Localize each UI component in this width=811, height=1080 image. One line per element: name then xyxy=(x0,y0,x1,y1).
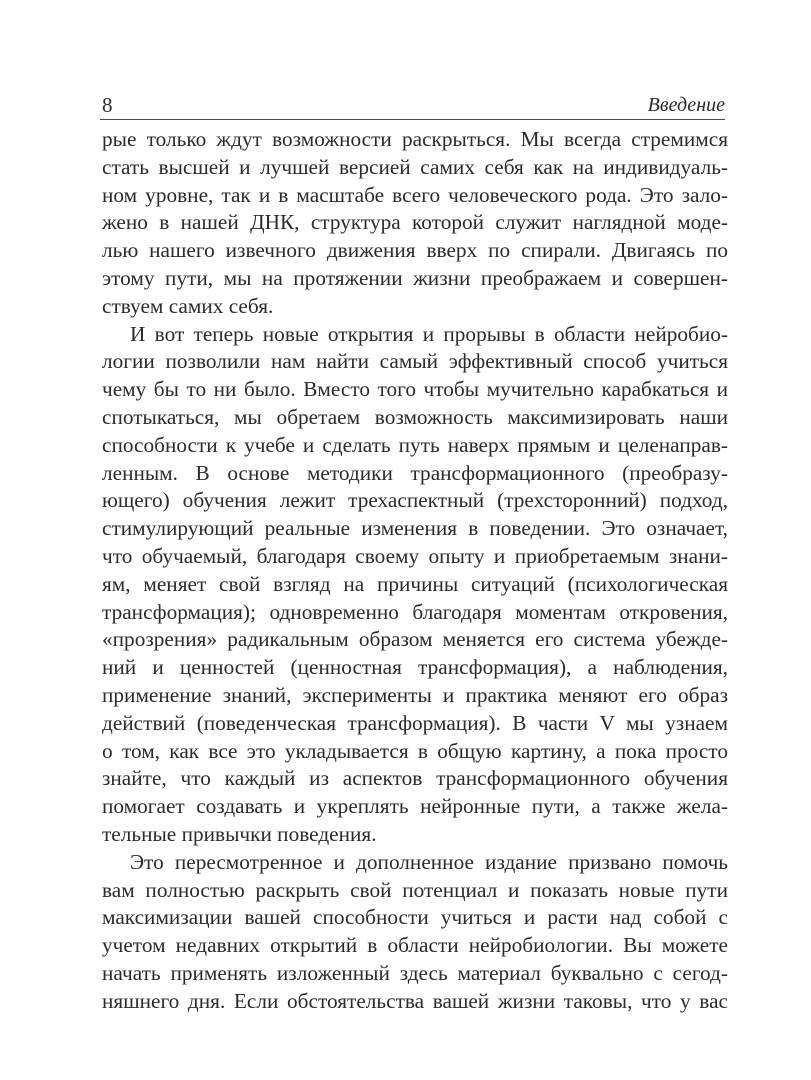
text-line: ствуем самих себя. xyxy=(102,293,274,318)
text-line: начать применять изложенный здесь материал буквально с сегод- xyxy=(102,960,728,985)
text-line: действий (поведенческая трансформация). В части V мы узнаем xyxy=(102,710,728,735)
text-line: спотыкаться, мы обретаем возможность максимизировать наши xyxy=(102,404,728,429)
text-line: что обучаемый, благодаря своему опыту и приобретаемым знани- xyxy=(102,543,728,568)
text-line: помогает создавать и укреплять нейронные пути, а также жела- xyxy=(102,794,728,819)
text-line: максимизации вашей способности учиться и расти над собой с xyxy=(102,905,728,930)
text-line: знайте, что каждый из аспектов трансформационного обучения xyxy=(102,766,728,791)
text-line: ям, меняет свой взгляд на причины ситуаций (психологическая xyxy=(102,571,728,596)
text-line: стать высшей и лучшей версией самих себя как на индивидуаль- xyxy=(102,154,728,179)
page-header xyxy=(100,93,725,117)
paragraph xyxy=(102,126,728,321)
text-line: Это пересмотренное и дополненное издание призвано помочь xyxy=(130,849,728,874)
paragraph xyxy=(102,849,728,1016)
text-line: логии позволили нам найти самый эффективный способ учиться xyxy=(102,349,728,374)
text-line: ном уровне, так и в масштабе всего человеческого рода. Это зало- xyxy=(102,182,728,207)
text-line: о том, как все это укладывается в общую картину, а пока просто xyxy=(102,738,728,763)
text-line: этому пути, мы на протяжении жизни преображаем и совершен- xyxy=(102,265,728,290)
text-line: тельные привычки поведения. xyxy=(102,821,377,846)
text-line: чему бы то ни было. Вместо того чтобы мучительно карабкаться и xyxy=(102,377,728,402)
text-line: «прозрения» радикальным образом меняется его система убежде- xyxy=(102,627,728,652)
header-rule xyxy=(100,119,725,120)
body-text xyxy=(102,126,728,1016)
text-line: ющего) обучения лежит трехаспектный (трехсторонний) подход, xyxy=(102,488,728,513)
text-line: способности к учебе и сделать путь наверх прямым и целенаправ- xyxy=(102,432,728,457)
text-line: И вот теперь новые открытия и прорывы в области нейробио- xyxy=(130,321,728,346)
text-line: учетом недавних открытий в области нейробиологии. Вы можете xyxy=(102,933,728,958)
text-line: ленным. В основе методики трансформационного (преобразу- xyxy=(102,460,728,485)
running-head: Введение xyxy=(647,94,725,116)
text-line: лью нашего извечного движения вверх по спирали. Двигаясь по xyxy=(102,238,728,263)
text-line: жено в нашей ДНК, структура которой служит наглядной моде- xyxy=(102,210,728,235)
text-line: применение знаний, эксперименты и практика меняют его образ xyxy=(102,682,728,707)
paragraph xyxy=(102,321,728,849)
text-line: вам полностью раскрыть свой потенциал и показать новые пути xyxy=(102,877,728,902)
text-line: стимулирующий реальные изменения в поведении. Это означает, xyxy=(102,516,728,541)
page-number: 8 xyxy=(102,93,113,117)
text-line: трансформация); одновременно благодаря моментам откровения, xyxy=(102,599,728,624)
text-line: ний и ценностей (ценностная трансформация), а наблюдения, xyxy=(102,655,728,680)
text-line: няшнего дня. Если обстоятельства вашей жизни таковы, что у вас xyxy=(102,988,728,1013)
text-line: рые только ждут возможности раскрыться. Мы всегда стремимся xyxy=(102,127,728,151)
